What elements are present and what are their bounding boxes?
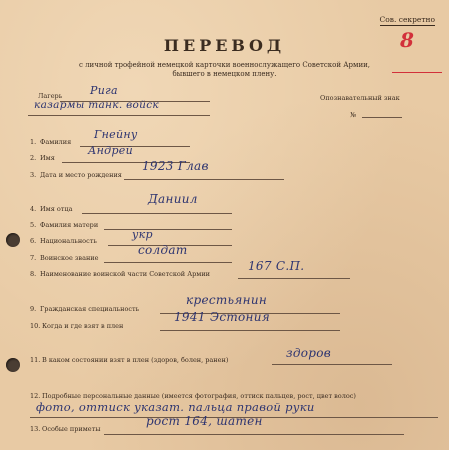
id-mark-number-label: №	[350, 111, 357, 119]
field-8-line	[238, 278, 350, 279]
field-12-value: фото, оттиск указат. пальца правой руки	[36, 400, 315, 414]
field-4-value: Даниил	[148, 192, 198, 206]
field-7-number: 7.	[30, 254, 37, 262]
field-2-label: Имя	[40, 154, 55, 162]
registry-number: 8	[400, 28, 414, 52]
field-11-label: В каком состоянии взят в плен (здоров, болен, ранен)	[42, 356, 229, 364]
field-5-number: 5.	[30, 221, 37, 229]
camp-value-line2: казармы танк. войск	[34, 99, 159, 111]
field-13-number: 13.	[30, 425, 41, 433]
field-6-label: Национальность	[40, 237, 97, 245]
page-title: ПЕРЕВОД	[163, 36, 286, 55]
subtitle-line-1: с личной трофейной немецкой карточки военнослужащего Советской Армии,	[78, 61, 371, 69]
camp-label: Лагерь	[38, 92, 63, 100]
field-8-value: 167 С.П.	[248, 259, 305, 273]
field-13-value: рост 164, шатен	[146, 414, 263, 428]
field-11-number: 11.	[30, 356, 41, 364]
field-10-number: 10.	[30, 322, 41, 330]
field-11-value: здоров	[286, 346, 332, 360]
field-3-value: 1923 Глав	[142, 159, 209, 173]
field-13-line	[104, 434, 404, 435]
field-4-label: Имя отца	[40, 205, 73, 213]
field-5-line	[104, 229, 232, 230]
camp-value: Рига	[90, 84, 118, 97]
field-7-value: солдат	[138, 243, 188, 257]
field-10-value: 1941 Эстония	[174, 310, 271, 324]
field-7-line	[104, 262, 232, 263]
field-11-line	[272, 364, 392, 365]
field-1-value: Гнейну	[94, 128, 138, 141]
field-9-label: Гражданская специальность	[40, 305, 140, 313]
field-5-label: Фамилия матери	[40, 221, 99, 229]
field-13-label: Особые приметы	[42, 425, 101, 433]
camp-line-2	[28, 115, 210, 116]
field-6-value: укр	[132, 228, 153, 241]
field-4-number: 4.	[30, 205, 37, 213]
field-2-value: Андрей	[88, 144, 133, 157]
punch-hole	[6, 358, 20, 372]
field-12-number: 12.	[30, 392, 41, 400]
field-10-label: Когда и где взят в плен	[42, 322, 124, 330]
classification-stamp: Сов. секретно	[379, 15, 435, 24]
field-1-label: Фамилия	[40, 138, 72, 146]
subtitle-line-2: бывшего в немецком плену.	[172, 70, 277, 78]
field-10-line	[160, 330, 340, 331]
field-3-number: 3.	[30, 171, 37, 179]
field-4-line	[82, 213, 232, 214]
field-9-value: крестьянин	[186, 293, 268, 307]
field-9-number: 9.	[30, 305, 37, 313]
punch-hole	[6, 233, 20, 247]
id-mark-line	[362, 117, 402, 118]
field-8-label: Наименование воинской части Советской Армии	[40, 270, 211, 278]
field-3-line	[124, 179, 284, 180]
id-mark-label: Опознавательный знак	[320, 94, 400, 102]
field-8-number: 8.	[30, 270, 37, 278]
field-3-label: Дата и место рождения	[40, 171, 122, 179]
field-1-number: 1.	[30, 138, 37, 146]
field-6-number: 6.	[30, 237, 37, 245]
field-12-label: Подробные персональные данные (имеется фотография, оттиск пальцев, рост, цвет волос)	[42, 392, 356, 400]
field-2-number: 2.	[30, 154, 37, 162]
field-7-label: Воинское звание	[40, 254, 99, 262]
